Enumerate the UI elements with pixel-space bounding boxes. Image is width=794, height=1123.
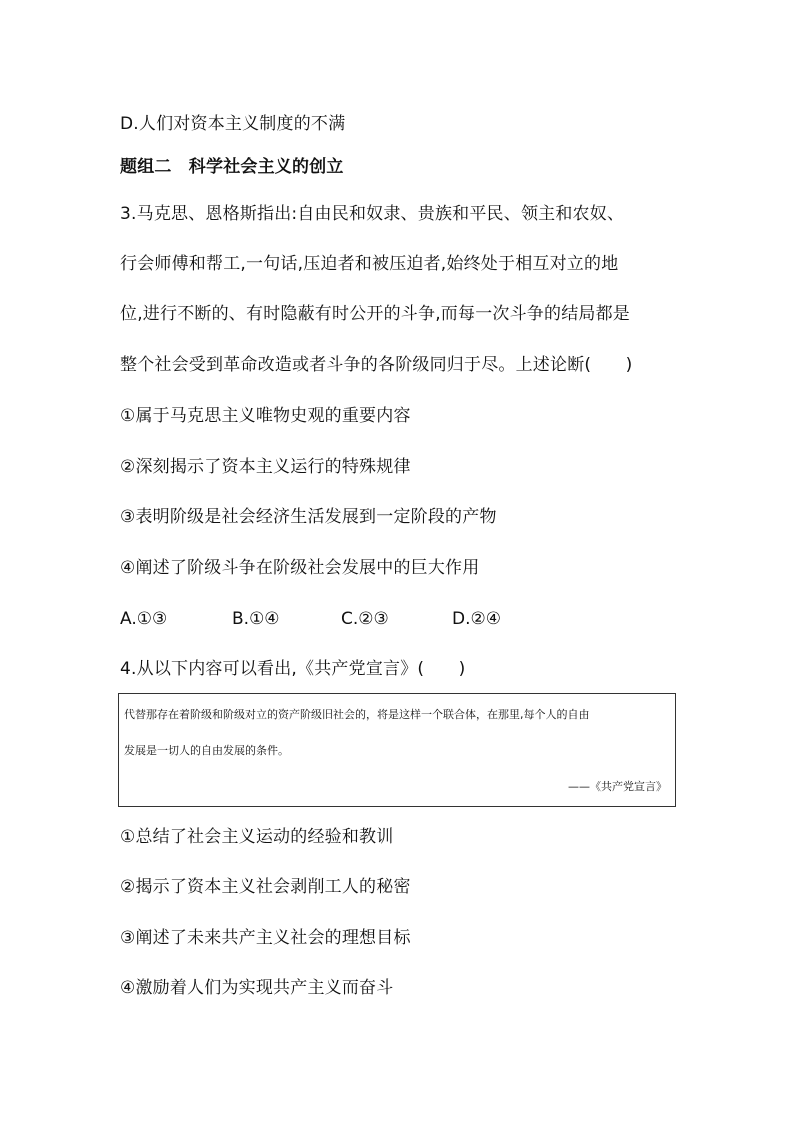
q3-option-a: A.①③ <box>120 609 168 629</box>
q4-statement-4: ④激励着人们为实现共产主义而奋斗 <box>120 978 394 998</box>
q3-option-b: B.①④ <box>232 609 280 629</box>
q3-option-d: D.②④ <box>452 609 501 629</box>
quote-box <box>118 693 676 807</box>
q4-statement-1: ①总结了社会主义运动的经验和教训 <box>120 827 394 847</box>
section-heading: 题组二 科学社会主义的创立 <box>120 157 344 177</box>
quote-line-2: 发展是一切人的自由发展的条件。 <box>124 744 289 757</box>
quote-source: ——《共产党宣言》 <box>568 780 667 793</box>
q3-stem-line-4: 整个社会受到革命改造或者斗争的各阶级同归于尽。上述论断( ) <box>120 355 633 375</box>
q3-option-c: C.②③ <box>341 609 389 629</box>
q4-stem: 4.从以下内容可以看出,《共产党宣言》( ) <box>120 659 466 679</box>
q3-stem-line-1: 3.马克思、恩格斯指出:自由民和奴隶、贵族和平民、领主和农奴、 <box>120 204 625 224</box>
q3-stem-line-3: 位,进行不断的、有时隐蔽有时公开的斗争,而每一次斗争的结局都是 <box>120 304 631 324</box>
q4-statement-2: ②揭示了资本主义社会剥削工人的秘密 <box>120 877 411 897</box>
q3-statement-1: ①属于马克思主义唯物史观的重要内容 <box>120 406 411 426</box>
previous-option-d: D.人们对资本主义制度的不满 <box>120 114 346 134</box>
q3-statement-4: ④阐述了阶级斗争在阶级社会发展中的巨大作用 <box>120 558 480 578</box>
q3-statement-2: ②深刻揭示了资本主义运行的特殊规律 <box>120 457 411 477</box>
q3-statement-3: ③表明阶级是社会经济生活发展到一定阶段的产物 <box>120 507 497 527</box>
q4-statement-3: ③阐述了未来共产主义社会的理想目标 <box>120 928 411 948</box>
quote-line-1: 代替那存在着阶级和阶级对立的资产阶级旧社会的，将是这样一个联合体，在那里,每个人的自由 <box>124 708 590 721</box>
q3-stem-line-2: 行会师傅和帮工,一句话,压迫者和被压迫者,始终处于相互对立的地 <box>120 254 619 274</box>
